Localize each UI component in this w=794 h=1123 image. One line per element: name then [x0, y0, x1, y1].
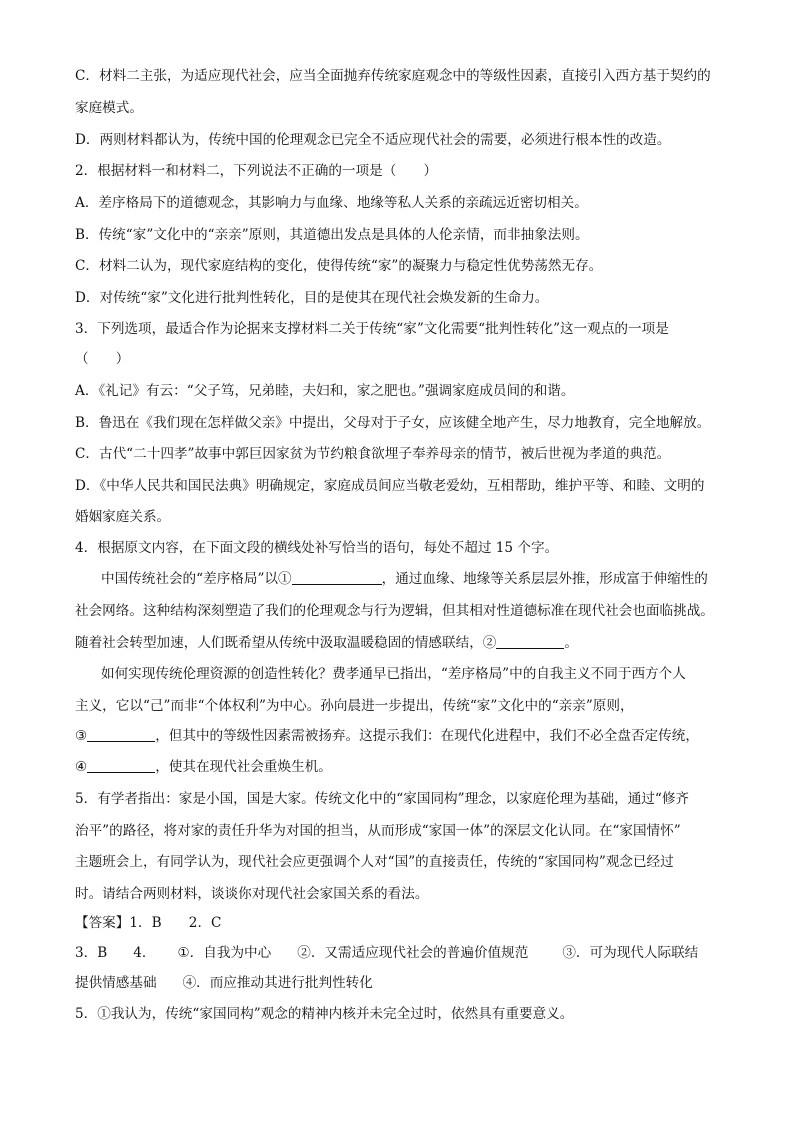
question-3-bracket: （ ） [75, 351, 130, 367]
blank-4 [87, 759, 155, 773]
passage-para2-line3 [75, 727, 735, 745]
answer-line1: 【答案】1．B 2．C [75, 915, 222, 931]
question-4: 4．根据原文内容，在下面文段的横线处补写恰当的语句，每处不超过 15 个字。 [75, 540, 559, 556]
option-d-q1: D．两则材料都认为，传统中国的伦理观念已完全不适应现代社会的需要，必须进行根本性的改造。 [75, 132, 671, 148]
option-a-q2: A．差序格局下的道德观念，其影响力与血缘、地缘等私人关系的亲疏远近密切相关。 [75, 195, 588, 211]
option-d-q3-continued: 婚姻家庭关系。 [75, 509, 171, 525]
option-b-q3: B．鲁迅在《我们现在怎样做父亲》中提出，父母对于子女，应该健全地产生，尽力地教育，完全地解放。 [75, 415, 711, 431]
passage-text: ，但其中的等级性因素需被扬弃。这提示我们：在现代化进程中，我们不必全盘否定传统， [155, 728, 699, 744]
passage-text: 中国传统社会的“差序格局”以① [101, 571, 292, 587]
passage-para1-line2: 社会网络。这种结构深刻塑造了我们的伦理观念与行为逻辑，但其相对性道德标准在现代社会也面临挑战。 [75, 603, 714, 619]
question-5-line3: 主题班会上，有同学认为，现代社会应更强调个人对“国”的直接责任，传统的“家国同构”观念已经过 [75, 854, 674, 870]
option-c-q2: C．材料二认为，现代家庭结构的变化，使得传统“家”的凝聚力与稳定性优势荡然无存。 [75, 258, 603, 274]
option-d-q3: D．《中华人民共和国民法典》明确规定，家庭成员间应当敬老爱幼，互相帮助，维护平等、和睦、文明的 [75, 478, 705, 494]
option-a-q3: A．《礼记》有云：“父子笃，兄弟睦，夫妇和，家之肥也。”强调家庭成员间的和谐。 [75, 383, 575, 399]
answer-4-3-continued: 提供情感基础 [75, 975, 157, 991]
answer-line4: 5．①我认为，传统“家国同构”观念的精神内核并未完全过时，依然具有重要意义。 [75, 1006, 574, 1022]
answer-4-4: ④．而应推动其进行批判性转化 [182, 975, 373, 991]
blank-2 [496, 635, 564, 649]
passage-text: ③ [75, 728, 88, 744]
option-c-q1-continued: 家庭模式。 [75, 100, 143, 116]
question-5-line1: 5．有学者指出：家是小国，国是大家。传统文化中的“家国同构”理念，以家庭伦理为基础，通过“修齐 [75, 791, 690, 807]
passage-text: 。 [564, 635, 578, 651]
option-d-q2: D．对传统“家”文化进行批判性转化，目的是使其在现代社会焕发新的生命力。 [75, 290, 549, 306]
passage-text: ④ [75, 759, 88, 775]
passage-para1-line1 [101, 570, 735, 588]
question-2: 2．根据材料一和材料二，下列说法不正确的一项是（ ） [75, 163, 438, 179]
option-c-q1: C．材料二主张，为适应现代社会，应当全面抛弃传统家庭观念中的等级性因素，直接引入西方基于契约的 [75, 68, 711, 84]
option-b-q2: B．传统“家”文化中的“亲亲”原则，其道德出发点是具体的人伦亲情，而非抽象法则。 [75, 227, 589, 243]
answer-4-1: ①．自我为中心 [177, 945, 272, 961]
blank-3 [87, 728, 155, 742]
answer-line2 [75, 944, 735, 962]
question-3: 3．下列选项，最适合作为论据来支撑材料二关于传统“家”文化需要“批判性转化”这一观点的一项是 [75, 321, 669, 337]
answer-4-3: ③．可为现代人际联结 [562, 945, 699, 961]
answer-3: 3．B [75, 945, 108, 961]
passage-para1-line3 [75, 634, 735, 652]
passage-text: 随着社会转型加速，人们既希望从传统中汲取温暖稳固的情感联结，② [75, 635, 497, 651]
answer-4-label: 4． [133, 945, 156, 961]
blank-1 [292, 571, 382, 585]
answer-4-2: ②．又需适应现代社会的普遍价值规范 [297, 945, 529, 961]
passage-text: ，通过血缘、地缘等关系层层外推，形成富于伸缩性的 [381, 571, 708, 587]
passage-para2-line2: 主义，它以“己”而非“个体权利”为中心。孙向晨进一步提出，传统“家”文化中的“亲亲”原则， [75, 698, 634, 714]
option-c-q3: C．古代“二十四孝”故事中郭巨因家贫为节约粮食欲埋子奉养母亲的情节，被后世视为孝道的典范。 [75, 446, 671, 462]
question-5-line4: 时。请结合两则材料，谈谈你对现代社会家国关系的看法。 [75, 886, 429, 902]
question-5-line2: 治平”的路径，将对家的责任升华为对国的担当，从而形成“家国一体”的深层文化认同。在“家国情怀” [75, 823, 681, 839]
answer-line3 [75, 974, 735, 992]
passage-text: ，使其在现代社会重焕生机。 [155, 759, 332, 775]
passage-para2-line1: 如何实现传统伦理资源的创造性转化？费孝通早已指出，“差序格局”中的自我主义不同于西方个人 [101, 666, 686, 682]
passage-para2-line4 [75, 758, 735, 776]
